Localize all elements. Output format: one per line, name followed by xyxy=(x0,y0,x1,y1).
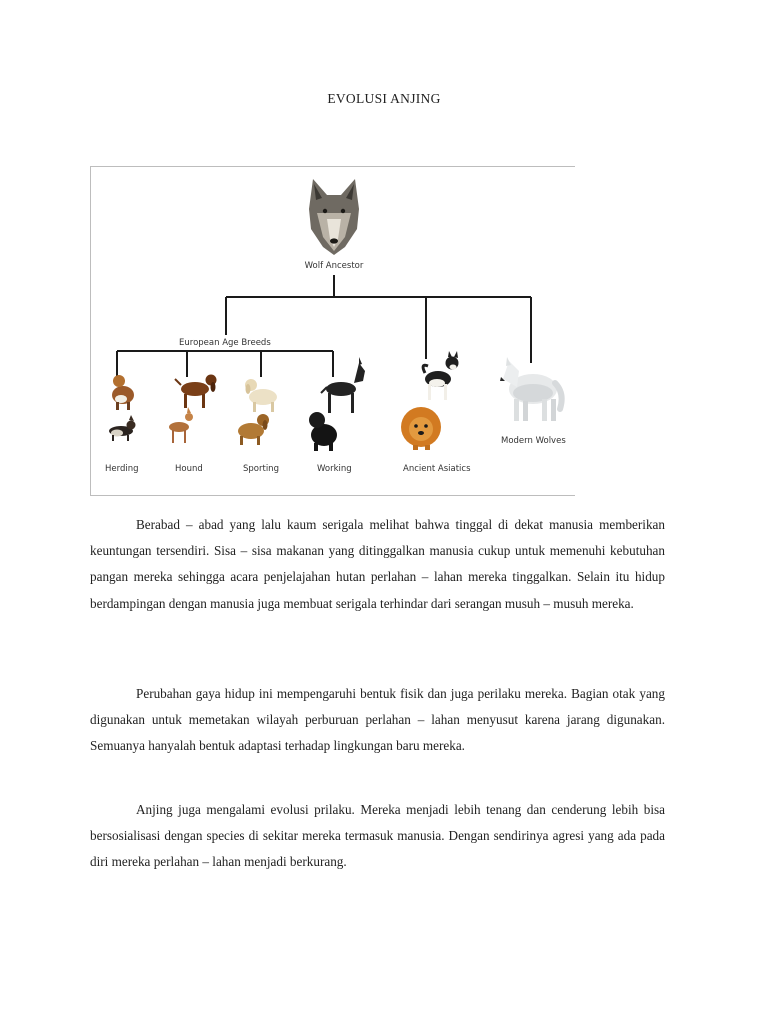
herding-dog-images xyxy=(109,375,136,441)
working-dog-images xyxy=(309,357,365,451)
working-label: Working xyxy=(317,464,352,474)
paragraph-3: Anjing juga mengalami evolusi prilaku. Mereka menjadi lebih tenang dan cenderung lebih bisa bersosialisasi dengan species di sekitar mereka termasuk manusia. Dengan sendirinya agresi yang ada pada diri mereka perlahan – lahan menjadi berkurang. xyxy=(90,802,665,870)
european-age-breeds-label: European Age Breeds xyxy=(179,338,271,348)
tree-connectors xyxy=(117,275,531,377)
sporting-dog-images xyxy=(238,379,277,445)
ancient-asiatics-dog-images xyxy=(401,351,459,450)
modern-wolves-label: Modern Wolves xyxy=(501,436,566,446)
modern-wolf-image xyxy=(500,357,562,421)
herding-label: Herding xyxy=(105,464,139,474)
ancient-asiatics-label: Ancient Asiatics xyxy=(403,464,471,474)
wolf-ancestor-image xyxy=(309,179,359,255)
paragraph-1: Berabad – abad yang lalu kaum serigala melihat bahwa tinggal di dekat manusia memberikan keuntungan tersendiri. Sisa – sisa makanan yang ditinggalkan manusia cukup untuk memenuhi kebutuhan pangan mereka sehingga acara penjelajahan hutan perlahan – lahan mereka tinggalkan. Selain itu hidup berdampingan dengan manusia juga membuat serigala terhindar dari serangan musuh – musuh mereka. xyxy=(90,517,665,611)
dog-evolution-figure xyxy=(90,166,575,496)
wolf-ancestor-label: Wolf Ancestor xyxy=(304,261,364,271)
page-title: EVOLUSI ANJING xyxy=(327,91,441,106)
sporting-label: Sporting xyxy=(243,464,279,474)
paragraph-2: Perubahan gaya hidup ini mempengaruhi bentuk fisik dan juga perilaku mereka. Bagian otak yang digunakan untuk memetakan wilayah perburuan perlahan – lahan menyusut karena jarang digunakan. Semuanya hanyalah bentuk adaptasi terhadap lingkungan baru mereka. xyxy=(90,686,665,754)
hound-dog-images xyxy=(169,375,217,444)
hound-label: Hound xyxy=(175,464,203,474)
evolution-tree-diagram xyxy=(91,167,575,495)
